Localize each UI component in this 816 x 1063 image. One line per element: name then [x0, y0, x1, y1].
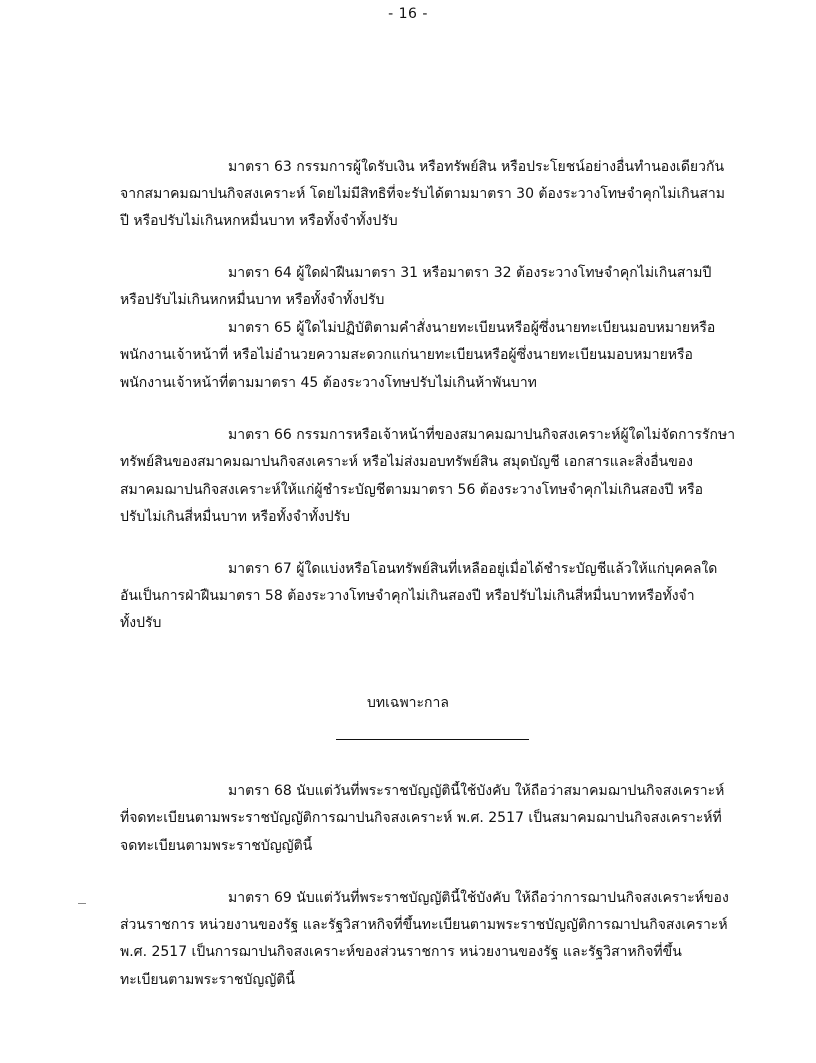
section-69-line-1: มาตรา 69 นับแต่วันที่พระราชบัญญัตินี้ใช้บังคับ ให้ถือว่าการฌาปนกิจสงเคราะห์ของ: [228, 890, 729, 906]
section-63-line-3: ปี หรือปรับไม่เกินหกหมื่นบาท หรือทั้งจำทั้งปรับ: [120, 213, 398, 229]
section-66-line-3: สมาคมฌาปนกิจสงเคราะห์ให้แก่ผู้ชำระบัญชีตามมาตรา 56 ต้องระวางโทษจำคุกไม่เกินสองปี หรือ: [120, 482, 703, 498]
section-68-line-1: มาตรา 68 นับแต่วันที่พระราชบัญญัตินี้ใช้บังคับ ให้ถือว่าสมาคมฌาปนกิจสงเคราะห์: [228, 783, 725, 799]
section-65-line-1: มาตรา 65 ผู้ใดไม่ปฏิบัติตามคำสั่งนายทะเบียนหรือผู้ซึ่งนายทะเบียนมอบหมายหรือ: [228, 320, 716, 336]
section-66-line-4: ปรับไม่เกินสี่หมื่นบาท หรือทั้งจำทั้งปรับ: [120, 509, 351, 525]
section-69-line-3: พ.ศ. 2517 เป็นการฌาปนกิจสงเคราะห์ของส่วนราชการ หน่วยงานของรัฐ และรัฐวิสาหกิจที่ขึ้น: [120, 944, 682, 960]
section-66-line-1: มาตรา 66 กรรมการหรือเจ้าหน้าที่ของสมาคมฌาปนกิจสงเคราะห์ผู้ใดไม่จัดการรักษา: [228, 427, 736, 443]
section-67-line-1: มาตรา 67 ผู้ใดแบ่งหรือโอนทรัพย์สินที่เหลืออยู่เมื่อได้ชำระบัญชีแล้วให้แก่บุคคลใด: [228, 561, 718, 577]
page-number: - 16 -: [388, 6, 428, 22]
scan-artifact-mark: [78, 903, 86, 904]
section-63-line-2: จากสมาคมฌาปนกิจสงเคราะห์ โดยไม่มีสิทธิที่จะรับได้ตามมาตรา 30 ต้องระวางโทษจำคุกไม่เกินสาม: [120, 186, 725, 202]
section-69-line-4: ทะเบียนตามพระราชบัญญัตินี้: [120, 972, 295, 988]
section-65-line-2: พนักงานเจ้าหน้าที่ หรือไม่อำนวยความสะดวกแก่นายทะเบียนหรือผู้ซึ่งนายทะเบียนมอบหมายหรือ: [120, 347, 693, 363]
section-67-line-3: ทั้งปรับ: [120, 615, 162, 631]
heading-underline-rule: [336, 739, 529, 740]
section-67-line-2: อันเป็นการฝ่าฝืนมาตรา 58 ต้องระวางโทษจำคุกไม่เกินสองปี หรือปรับไม่เกินสี่หมื่นบาทหรือทั้งจำ: [120, 588, 695, 604]
section-66-line-2: ทรัพย์สินของสมาคมฌาปนกิจสงเคราะห์ หรือไม่ส่งมอบทรัพย์สิน สมุดบัญชี เอกสารและสิ่งอื่นของ: [120, 454, 694, 470]
section-65-line-3: พนักงานเจ้าหน้าที่ตามมาตรา 45 ต้องระวางโทษปรับไม่เกินห้าพันบาท: [120, 375, 537, 391]
section-64-line-1: มาตรา 64 ผู้ใดฝ่าฝืนมาตรา 31 หรือมาตรา 32 ต้องระวางโทษจำคุกไม่เกินสามปี: [228, 265, 712, 281]
section-68-line-2: ที่จดทะเบียนตามพระราชบัญญัติการฌาปนกิจสงเคราะห์ พ.ศ. 2517 เป็นสมาคมฌาปนกิจสงเคราะห์ที่: [120, 810, 722, 826]
section-69-line-2: ส่วนราชการ หน่วยงานของรัฐ และรัฐวิสาหกิจที่ขึ้นทะเบียนตามพระราชบัญญัติการฌาปนกิจสงเคราะห์: [120, 917, 728, 933]
section-63-line-1: มาตรา 63 กรรมการผู้ใดรับเงิน หรือทรัพย์สิน หรือประโยชน์อย่างอื่นทำนองเดียวกัน: [228, 159, 725, 175]
section-64-line-2: หรือปรับไม่เกินหกหมื่นบาท หรือทั้งจำทั้งปรับ: [120, 292, 385, 308]
transitional-heading: บทเฉพาะกาล: [367, 695, 449, 711]
section-68-line-3: จดทะเบียนตามพระราชบัญญัตินี้: [120, 838, 313, 854]
